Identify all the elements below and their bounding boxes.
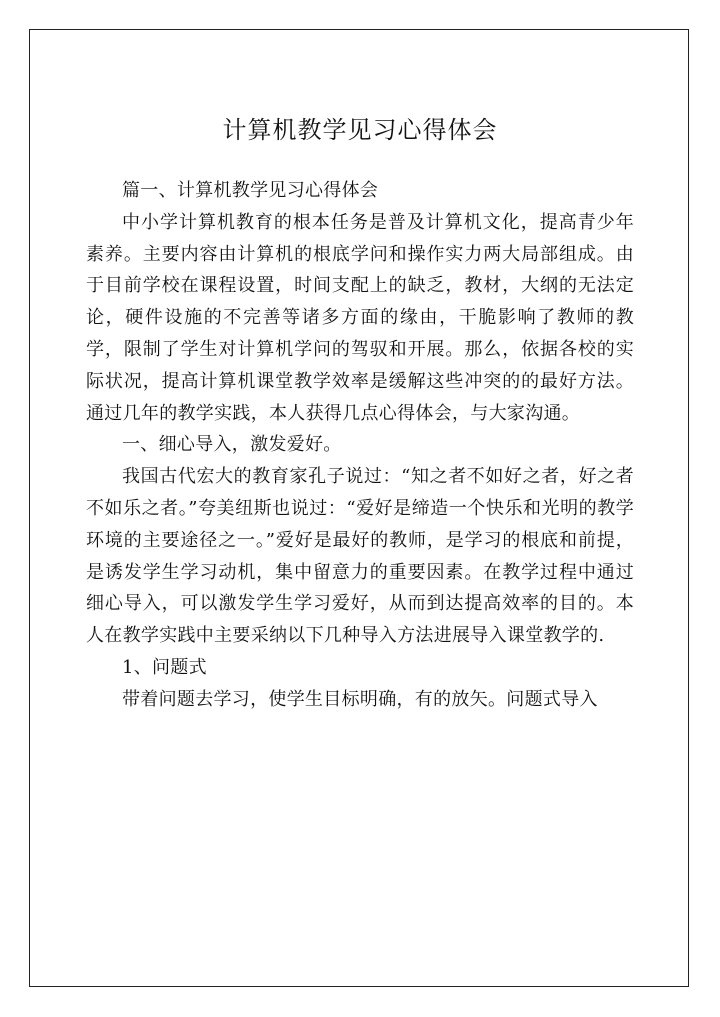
paragraph: 我国古代宏大的教育家孔子说过：“知之者不如好之者，好之者不如乐之者。”夸美纽斯也说过：“爱好是缔造一个快乐和光明的教学环境的主要途径之一。”爱好是最好的教师，是学习的根底和前提，是诱发学生学习动机，集中留意力的重要因素。在教学过程中通过细心导入，可以激发学生学习爱好，从而到达提高效率的目的。本人在教学实践中主要采纳以下几种导入方法进展导入课堂教学的. — [86, 466, 634, 647]
paragraph: 中小学计算机教育的根本任务是普及计算机文化，提高青少年素养。主要内容由计算机的根底学问和操作实力两大局部组成。由于目前学校在课程设置，时间支配上的缺乏，教材，大纲的无法定论，硬件设施的不完善等诸多方面的缘由，干脆影响了教师的教学，限制了学生对计算机学问的驾驭和开展。那么，依据各校的实际状况，提高计算机课堂教学效率是缓解这些冲突的的最好方法。通过几年的教学实践，本人获得几点心得体会，与大家沟通。 — [86, 211, 634, 424]
document-title: 计算机教学见习心得体会 — [222, 116, 498, 144]
list-item-heading: 1、问题式 — [122, 656, 207, 678]
paragraph: 带着问题去学习，使学生目标明确，有的放矢。问题式导入 — [122, 688, 598, 710]
section-heading: 篇一、计算机教学见习心得体会 — [122, 180, 379, 201]
subsection-heading: 一、细心导入，激发爱好。 — [122, 434, 342, 456]
document-body — [86, 175, 634, 716]
